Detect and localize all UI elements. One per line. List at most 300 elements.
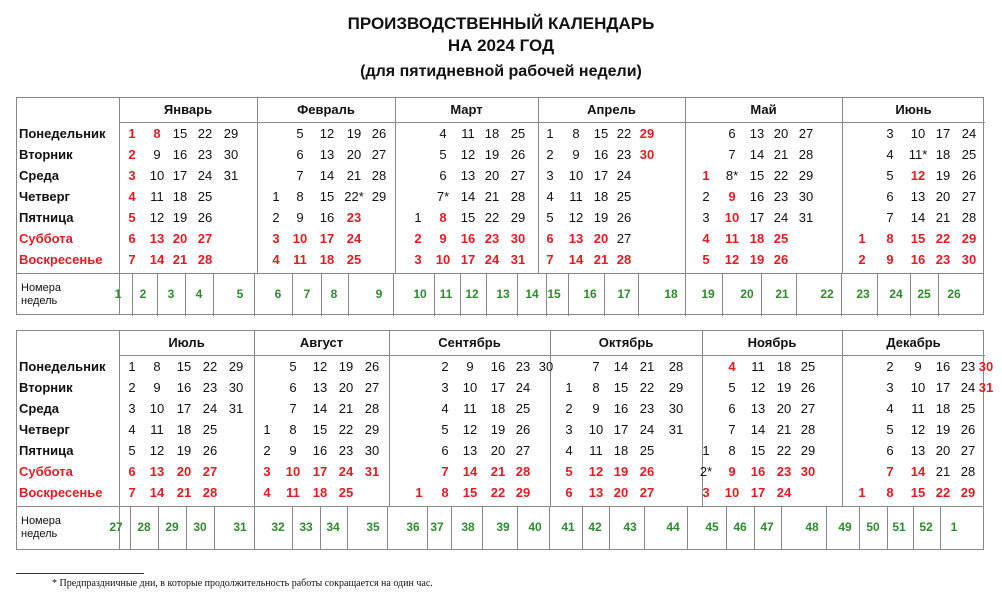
calendar-day: 7 xyxy=(296,168,304,183)
calendar-day: 9 xyxy=(728,189,736,204)
calendar-day: 8 xyxy=(886,231,894,246)
calendar-day: 14 xyxy=(568,252,584,267)
week-number: 41 xyxy=(561,520,575,534)
calendar-day: 9 xyxy=(914,359,922,374)
calendar-day: 30 xyxy=(798,189,814,204)
day-name: Пятница xyxy=(19,210,74,225)
calendar-day: 14 xyxy=(750,422,766,437)
week-number: 2 xyxy=(139,287,147,301)
calendar-day: 8 xyxy=(289,422,297,437)
calendar-day: 23 xyxy=(338,443,354,458)
calendar-day: 17 xyxy=(319,231,335,246)
week-number: 40 xyxy=(528,520,542,534)
calendar-day: 22 xyxy=(776,443,792,458)
calendar-day: 24 xyxy=(773,210,789,225)
calendar-day: 1 xyxy=(272,189,280,204)
calendar-day: 28 xyxy=(961,210,977,225)
calendar-day: 22 xyxy=(197,126,213,141)
row-divider xyxy=(17,273,983,274)
week-divider xyxy=(781,506,782,549)
week-number: 21 xyxy=(775,287,789,301)
calendar-day: 5 xyxy=(439,147,447,162)
month-header: Декабрь xyxy=(842,331,985,356)
calendar-day: 4 xyxy=(439,126,447,141)
calendar-day: 17 xyxy=(749,210,765,225)
calendar-day: 6 xyxy=(565,485,573,500)
calendar-day: 20 xyxy=(935,189,951,204)
calendar-day: 20 xyxy=(613,485,629,500)
calendar-day: 10 xyxy=(149,168,165,183)
week-divider xyxy=(517,273,518,316)
month-header: Февраль xyxy=(257,98,395,123)
calendar-day: 2* xyxy=(699,464,713,479)
calendar-day: 24 xyxy=(515,380,531,395)
calendar-day: 22 xyxy=(338,422,354,437)
calendar-day: 13 xyxy=(910,189,926,204)
week-number: 44 xyxy=(666,520,680,534)
calendar-day: 23 xyxy=(197,147,213,162)
calendar-day: 29 xyxy=(668,380,684,395)
calendar-day: 24 xyxy=(202,401,218,416)
calendar-day: 21 xyxy=(639,359,655,374)
week-divider xyxy=(393,273,394,316)
week-divider xyxy=(841,273,842,316)
calendar-day: 30 xyxy=(223,147,239,162)
calendar-day: 18 xyxy=(484,126,500,141)
week-number: 31 xyxy=(233,520,247,534)
week-divider xyxy=(347,506,348,549)
day-name: Понедельник xyxy=(19,359,106,374)
calendar-day: 20 xyxy=(346,147,362,162)
calendar-day: 12 xyxy=(588,464,604,479)
calendar-day: 3 xyxy=(886,126,894,141)
calendar-day: 28 xyxy=(616,252,632,267)
calendar-day: 5 xyxy=(702,252,710,267)
calendar-day: 29 xyxy=(961,231,977,246)
calendar-day: 30 xyxy=(228,380,244,395)
week-number-label: Номера недель xyxy=(21,282,61,307)
week-divider xyxy=(685,273,686,316)
calendar-day: 9 xyxy=(153,380,161,395)
calendar-day: 26 xyxy=(197,210,213,225)
week-number: 46 xyxy=(733,520,747,534)
week-number: 36 xyxy=(406,520,420,534)
calendar-day: 26 xyxy=(961,168,977,183)
week-number: 37 xyxy=(430,520,444,534)
month-header: Март xyxy=(395,98,538,123)
calendar-day: 23 xyxy=(935,252,951,267)
calendar-day: 5 xyxy=(886,422,894,437)
calendar-day: 23 xyxy=(960,359,976,374)
calendar-day: 14 xyxy=(910,464,926,479)
calendar-day: 14 xyxy=(319,168,335,183)
calendar-day: 7 xyxy=(289,401,297,416)
calendar-day: 10 xyxy=(568,168,584,183)
calendar-day: 31 xyxy=(978,380,994,395)
calendar-day: 9 xyxy=(728,464,736,479)
calendar-day: 31 xyxy=(223,168,239,183)
calendar-day: 1 xyxy=(263,422,271,437)
calendar-day: 19 xyxy=(176,443,192,458)
calendar-day: 11 xyxy=(589,443,603,458)
calendar-day: 6 xyxy=(128,464,136,479)
calendar-day: 19 xyxy=(613,464,629,479)
calendar-day: 26 xyxy=(616,210,632,225)
calendar-day: 6 xyxy=(296,147,304,162)
calendar-day: 21 xyxy=(484,189,500,204)
week-number: 6 xyxy=(274,287,282,301)
week-number: 32 xyxy=(271,520,285,534)
calendar-day: 24 xyxy=(346,231,362,246)
calendar-day: 7 xyxy=(728,147,736,162)
calendar-day: 24 xyxy=(776,485,792,500)
calendar-day: 3 xyxy=(128,168,136,183)
day-name: Среда xyxy=(19,168,60,183)
calendar-day: 8 xyxy=(439,210,447,225)
week-divider xyxy=(348,273,349,316)
week-divider xyxy=(687,506,688,549)
week-number: 28 xyxy=(137,520,151,534)
calendar-day: 17 xyxy=(490,380,506,395)
day-name: Пятница xyxy=(19,443,74,458)
calendar-day: 11 xyxy=(725,231,739,246)
footnote: * Предпраздничные дни, в которые продолжительность работы сокращается на один час. xyxy=(52,578,433,589)
calendar-day: 12 xyxy=(312,359,328,374)
calendar-day: 27 xyxy=(371,147,387,162)
week-divider xyxy=(214,506,215,549)
calendar-day: 16 xyxy=(910,252,926,267)
calendar-day: 5 xyxy=(546,210,554,225)
calendar-day: 26 xyxy=(773,252,789,267)
calendar-day: 6 xyxy=(886,443,894,458)
calendar-day: 13 xyxy=(749,126,765,141)
calendar-day: 4 xyxy=(546,189,554,204)
calendar-day: 22 xyxy=(202,359,218,374)
calendar-day: 3 xyxy=(546,168,554,183)
calendar-day: 4 xyxy=(441,401,449,416)
calendar-day: 24 xyxy=(338,464,354,479)
calendar-day: 7* xyxy=(436,189,450,204)
week-divider xyxy=(826,506,827,549)
calendar-day: 15 xyxy=(462,485,478,500)
calendar-day: 18 xyxy=(935,401,951,416)
calendar-day: 23 xyxy=(616,147,632,162)
calendar-day: 31 xyxy=(228,401,244,416)
calendar-first-half xyxy=(16,97,984,315)
calendar-day: 14 xyxy=(749,147,765,162)
calendar-day: 7 xyxy=(128,485,136,500)
calendar-day: 29 xyxy=(371,189,387,204)
calendar-day: 8 xyxy=(728,443,736,458)
week-divider xyxy=(644,506,645,549)
calendar-day: 3 xyxy=(702,485,710,500)
calendar-day: 16 xyxy=(613,401,629,416)
week-number: 50 xyxy=(866,520,880,534)
week-number: 18 xyxy=(664,287,678,301)
calendar-day: 10 xyxy=(588,422,604,437)
calendar-day: 3 xyxy=(702,210,710,225)
calendar-day: 14 xyxy=(613,359,629,374)
calendar-day: 4 xyxy=(886,147,894,162)
calendar-day: 1 xyxy=(858,231,866,246)
calendar-day: 8 xyxy=(296,189,304,204)
week-divider xyxy=(722,273,723,316)
page-title: ПРОИЗВОДСТВЕННЫЙ КАЛЕНДАРЬ xyxy=(347,14,655,33)
calendar-day: 12 xyxy=(149,210,165,225)
week-number-label: Номера недель xyxy=(21,515,61,540)
calendar-day: 9 xyxy=(886,252,894,267)
calendar-day: 10 xyxy=(910,126,926,141)
calendar-day: 20 xyxy=(338,380,354,395)
week-number: 27 xyxy=(109,520,123,534)
calendar-day: 7 xyxy=(728,422,736,437)
calendar-day: 8 xyxy=(153,126,161,141)
week-number: 22 xyxy=(820,287,834,301)
calendar-day: 9 xyxy=(289,443,297,458)
calendar-day: 23 xyxy=(515,359,531,374)
week-number: 48 xyxy=(805,520,819,534)
calendar-day: 6 xyxy=(289,380,297,395)
week-number: 4 xyxy=(195,287,203,301)
calendar-day: 11 xyxy=(463,401,477,416)
calendar-day: 18 xyxy=(593,189,609,204)
week-number: 38 xyxy=(461,520,475,534)
week-number: 35 xyxy=(366,520,380,534)
calendar-day: 12 xyxy=(910,422,926,437)
day-name: Понедельник xyxy=(19,126,106,141)
calendar-day: 12 xyxy=(149,443,165,458)
week-number: 49 xyxy=(838,520,852,534)
calendar-day: 16 xyxy=(312,443,328,458)
calendar-day: 13 xyxy=(750,401,766,416)
calendar-day: 21 xyxy=(338,401,354,416)
month-header: Январь xyxy=(119,98,257,123)
calendar-day: 5 xyxy=(128,210,136,225)
calendar-day: 3 xyxy=(886,380,894,395)
calendar-day: 7 xyxy=(441,464,449,479)
calendar-day: 25 xyxy=(197,189,213,204)
calendar-day: 16 xyxy=(935,359,951,374)
week-divider xyxy=(254,506,255,549)
calendar-day: 30 xyxy=(364,443,380,458)
calendar-day: 18 xyxy=(613,443,629,458)
calendar-day: 3 xyxy=(414,252,422,267)
calendar-day: 23 xyxy=(484,231,500,246)
day-name: Четверг xyxy=(19,422,70,437)
calendar-day: 21 xyxy=(346,168,362,183)
calendar-day: 29 xyxy=(798,168,814,183)
calendar-day: 26 xyxy=(800,380,816,395)
calendar-day: 14 xyxy=(149,485,165,500)
week-number: 15 xyxy=(547,287,561,301)
week-divider xyxy=(213,273,214,316)
week-number: 10 xyxy=(413,287,427,301)
calendar-day: 1 xyxy=(565,380,573,395)
week-divider xyxy=(486,273,487,316)
calendar-day: 23 xyxy=(773,189,789,204)
calendar-day: 5 xyxy=(296,126,304,141)
calendar-day: 27 xyxy=(197,231,213,246)
calendar-day: 2 xyxy=(414,231,422,246)
calendar-day: 20 xyxy=(490,443,506,458)
calendar-day: 2 xyxy=(565,401,573,416)
calendar-day: 14 xyxy=(460,189,476,204)
calendar-day: 2 xyxy=(128,380,136,395)
calendar-day: 28 xyxy=(798,147,814,162)
calendar-day: 25 xyxy=(800,359,816,374)
calendar-day: 22 xyxy=(773,168,789,183)
calendar-day: 13 xyxy=(319,147,335,162)
week-number: 52 xyxy=(919,520,933,534)
week-number: 12 xyxy=(465,287,479,301)
calendar-day: 20 xyxy=(935,443,951,458)
calendar-day: 19 xyxy=(776,380,792,395)
month-divider xyxy=(685,98,686,273)
calendar-day: 7 xyxy=(592,359,600,374)
calendar-day: 27 xyxy=(510,168,526,183)
calendar-day: 18 xyxy=(935,147,951,162)
calendar-day: 24 xyxy=(961,126,977,141)
calendar-day: 21 xyxy=(935,210,951,225)
calendar-day: 11 xyxy=(286,485,300,500)
calendar-day: 21 xyxy=(172,252,188,267)
calendar-day: 17 xyxy=(935,126,951,141)
calendar-day: 13 xyxy=(149,231,165,246)
week-divider xyxy=(254,273,255,316)
calendar-day: 3 xyxy=(272,231,280,246)
calendar-day: 22 xyxy=(935,485,951,500)
week-number: 30 xyxy=(193,520,207,534)
calendar-day: 20 xyxy=(484,168,500,183)
week-divider xyxy=(609,506,610,549)
calendar-day: 11 xyxy=(461,126,475,141)
week-number: 29 xyxy=(165,520,179,534)
week-divider xyxy=(517,506,518,549)
calendar-day: 1 xyxy=(415,485,423,500)
calendar-day: 27 xyxy=(798,126,814,141)
calendar-day: 25 xyxy=(616,189,632,204)
calendar-day: 6 xyxy=(546,231,554,246)
month-header: Май xyxy=(685,98,842,123)
calendar-day: 17 xyxy=(935,380,951,395)
week-number: 7 xyxy=(303,287,311,301)
calendar-day: 2 xyxy=(702,189,710,204)
week-number: 14 xyxy=(525,287,539,301)
calendar-day: 28 xyxy=(202,485,218,500)
calendar-day: 24 xyxy=(484,252,500,267)
day-name: Суббота xyxy=(19,464,73,479)
week-divider xyxy=(877,273,878,316)
calendar-day: 20 xyxy=(773,126,789,141)
week-divider xyxy=(761,273,762,316)
calendar-day: 7 xyxy=(886,210,894,225)
calendar-day: 15 xyxy=(593,126,609,141)
calendar-day: 13 xyxy=(460,168,476,183)
calendar-day: 4 xyxy=(702,231,710,246)
calendar-day: 1 xyxy=(858,485,866,500)
calendar-day: 8 xyxy=(886,485,894,500)
calendar-day: 2 xyxy=(272,210,280,225)
calendar-day: 22* xyxy=(344,189,364,204)
calendar-day: 15 xyxy=(319,189,335,204)
month-divider xyxy=(257,98,258,273)
row-divider xyxy=(17,506,983,507)
calendar-day: 19 xyxy=(490,422,506,437)
calendar-day: 30 xyxy=(800,464,816,479)
week-divider xyxy=(482,506,483,549)
calendar-day: 31 xyxy=(668,422,684,437)
calendar-day: 31 xyxy=(798,210,814,225)
calendar-day: 18 xyxy=(319,252,335,267)
calendar-day: 30 xyxy=(639,147,655,162)
calendar-day: 29 xyxy=(639,126,655,141)
calendar-day: 22 xyxy=(639,380,655,395)
calendar-day: 19 xyxy=(346,126,362,141)
calendar-day: 18 xyxy=(749,231,765,246)
week-divider xyxy=(938,273,939,316)
calendar-day: 18 xyxy=(776,359,792,374)
calendar-day: 17 xyxy=(593,168,609,183)
calendar-day: 12 xyxy=(724,252,740,267)
calendar-day: 31 xyxy=(364,464,380,479)
calendar-day: 22 xyxy=(490,485,506,500)
calendar-day: 27 xyxy=(364,380,380,395)
calendar-day: 3 xyxy=(263,464,271,479)
calendar-day: 19 xyxy=(593,210,609,225)
calendar-day: 7 xyxy=(128,252,136,267)
calendar-day: 15 xyxy=(613,380,629,395)
week-divider xyxy=(292,273,293,316)
calendar-day: 1 xyxy=(128,359,136,374)
calendar-day: 26 xyxy=(371,126,387,141)
calendar-day: 11 xyxy=(293,252,307,267)
day-name: Воскресенье xyxy=(19,485,103,500)
calendar-day: 11 xyxy=(569,189,583,204)
week-number: 8 xyxy=(330,287,338,301)
calendar-day: 8 xyxy=(572,126,580,141)
week-number: 42 xyxy=(588,520,602,534)
calendar-day: 5 xyxy=(728,380,736,395)
calendar-day: 30 xyxy=(538,359,554,374)
calendar-day: 21 xyxy=(490,464,506,479)
week-number: 5 xyxy=(236,287,244,301)
calendar-day: 7 xyxy=(886,464,894,479)
calendar-day: 24 xyxy=(639,422,655,437)
calendar-day: 17 xyxy=(613,422,629,437)
calendar-day: 16 xyxy=(172,147,188,162)
calendar-day: 23 xyxy=(346,210,362,225)
calendar-day: 15 xyxy=(172,126,188,141)
calendar-day: 24 xyxy=(960,380,976,395)
calendar-day: 6 xyxy=(439,168,447,183)
calendar-day: 28 xyxy=(800,422,816,437)
calendar-day: 26 xyxy=(639,464,655,479)
calendar-day: 10 xyxy=(285,464,301,479)
calendar-day: 28 xyxy=(371,168,387,183)
calendar-day: 3 xyxy=(565,422,573,437)
calendar-day: 4 xyxy=(886,401,894,416)
calendar-day: 17 xyxy=(460,252,476,267)
calendar-day: 27 xyxy=(616,231,632,246)
calendar-day: 4 xyxy=(272,252,280,267)
calendar-day: 26 xyxy=(960,422,976,437)
calendar-day: 10 xyxy=(292,231,308,246)
calendar-day: 14 xyxy=(149,252,165,267)
calendar-day: 15 xyxy=(460,210,476,225)
day-name: Воскресенье xyxy=(19,252,103,267)
calendar-day: 29 xyxy=(510,210,526,225)
calendar-day: 28 xyxy=(197,252,213,267)
